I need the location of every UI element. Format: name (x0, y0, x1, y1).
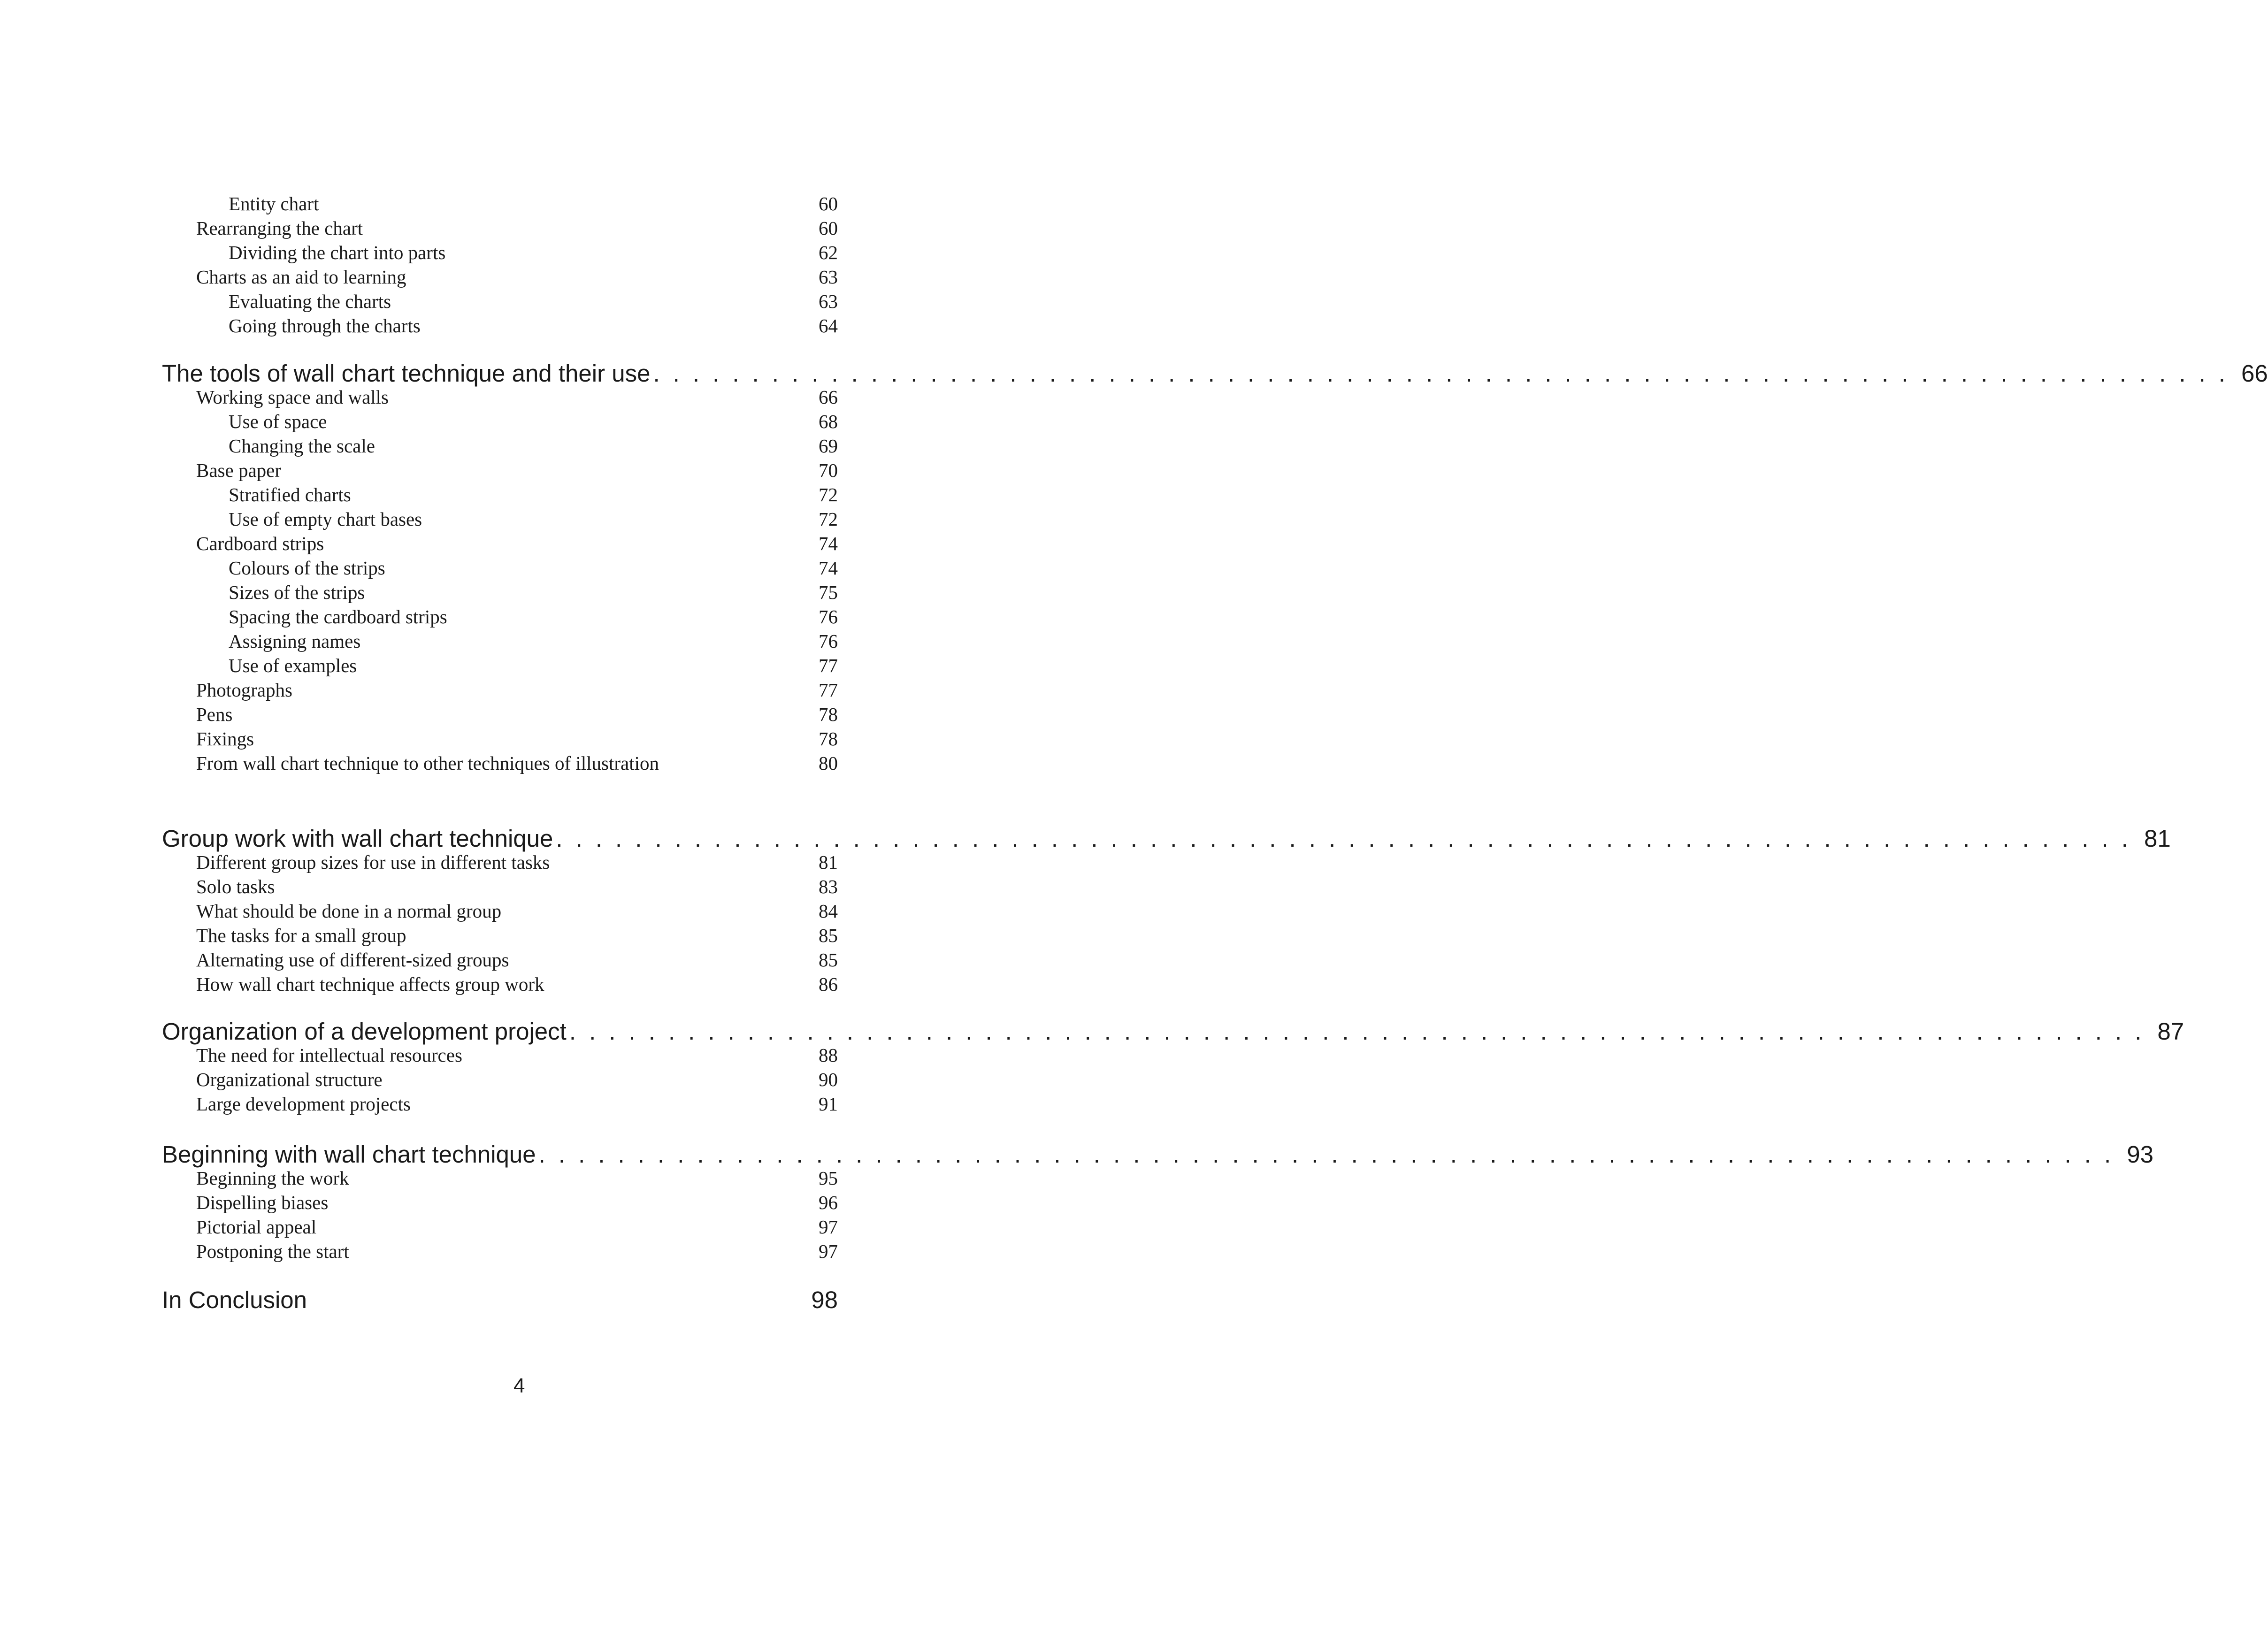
toc-label: Dividing the chart into parts (229, 242, 446, 263)
toc-entry (196, 924, 838, 947)
toc-label: Fixings (196, 728, 254, 750)
toc-label: The tools of wall chart technique and their use (162, 360, 651, 387)
toc-heading (162, 1141, 2153, 1168)
toc-entry (229, 654, 838, 677)
toc-entry (196, 532, 838, 555)
toc-entry (196, 1191, 838, 1214)
toc-page-number: 68 (819, 411, 838, 432)
toc-label: Organization of a development project (162, 1018, 567, 1045)
toc-page-number: 76 (819, 606, 838, 628)
toc-page-number: 62 (819, 242, 838, 263)
dot-leader: ................................................................................ (653, 360, 2239, 387)
toc-entry (196, 679, 838, 701)
toc-entry (196, 1093, 838, 1115)
toc-label: Dispelling biases (196, 1192, 329, 1213)
toc-label: Sizes of the strips (229, 582, 365, 603)
toc-page-number: 93 (2127, 1141, 2153, 1168)
toc-page-number: 74 (819, 557, 838, 579)
toc-label: Different group sizes for use in different tasks (196, 851, 550, 873)
toc-label: Use of examples (229, 655, 357, 676)
toc-entry (196, 1240, 838, 1263)
toc-label: Rearranging the chart (196, 217, 363, 239)
toc-label: Use of space (229, 411, 327, 432)
toc-page-number: 63 (819, 266, 838, 288)
toc-label: The tasks for a small group (196, 925, 406, 946)
toc-page-number: 78 (819, 728, 838, 750)
toc-page-number: 72 (819, 484, 838, 505)
dot-leader: ................................................................................ (569, 1018, 2155, 1045)
toc-entry (196, 703, 838, 726)
toc-label: How wall chart technique affects group work (196, 973, 544, 995)
toc-page-number: 87 (2157, 1018, 2184, 1045)
toc-entry (196, 752, 838, 774)
toc-page-number: 85 (819, 949, 838, 971)
toc-label: Stratified charts (229, 484, 351, 505)
toc-entry (229, 314, 838, 337)
toc-label: From wall chart technique to other techniques of illustration (196, 752, 659, 774)
toc-label: Entity chart (229, 193, 319, 214)
toc-entry (229, 483, 838, 506)
toc-entry (196, 266, 838, 288)
toc-label: Colours of the strips (229, 557, 385, 579)
toc-page-number: 76 (819, 630, 838, 652)
toc-label: What should be done in a normal group (196, 900, 502, 922)
toc-page-number: 77 (819, 679, 838, 701)
toc-heading (162, 1286, 838, 1314)
toc-page-number: 90 (819, 1069, 838, 1090)
toc-heading (162, 360, 2268, 387)
toc-label: Assigning names (229, 630, 361, 652)
toc-entry (196, 1044, 838, 1066)
toc-heading (162, 825, 2171, 852)
toc-label: Photographs (196, 679, 292, 701)
toc-page-number: 81 (2144, 825, 2171, 852)
toc-page-number: 83 (819, 876, 838, 897)
toc-heading (162, 1018, 2184, 1045)
toc-page-number: 78 (819, 704, 838, 725)
toc-page-number: 86 (819, 973, 838, 995)
toc-entry (229, 508, 838, 530)
toc-page-number: 72 (819, 508, 838, 530)
toc-label: Group work with wall chart technique (162, 825, 553, 852)
toc-page-number: 98 (811, 1286, 838, 1313)
toc-page-number: 96 (819, 1192, 838, 1213)
toc-entry (196, 459, 838, 482)
toc-page-number: 81 (819, 851, 838, 873)
dot-leader: ................................................................................ (556, 825, 2141, 852)
toc-entry (196, 875, 838, 898)
toc-page-number: 60 (819, 193, 838, 214)
toc-entry (229, 192, 838, 215)
toc-page-number: 63 (819, 291, 838, 312)
toc-entry (196, 386, 838, 408)
toc-label: The need for intellectual resources (196, 1044, 462, 1066)
toc-label: Going through the charts (229, 315, 421, 337)
toc-label: In Conclusion (162, 1286, 307, 1313)
toc-page-number: 70 (819, 459, 838, 481)
toc-label: Organizational structure (196, 1069, 383, 1090)
toc-entry (196, 949, 838, 971)
toc-label: Pictorial appeal (196, 1216, 317, 1238)
toc-label: Pens (196, 704, 233, 725)
toc-entry (196, 1216, 838, 1238)
toc-entry (196, 851, 838, 873)
toc-page-number: 75 (819, 582, 838, 603)
dot-leader: ................................................................................ (538, 1141, 2124, 1168)
toc-page-number: 97 (819, 1216, 838, 1238)
toc-label: Changing the scale (229, 435, 375, 457)
toc-page-number: 85 (819, 925, 838, 946)
toc-entry (196, 217, 838, 239)
toc-label: Postponing the start (196, 1240, 349, 1262)
toc-page-number: 66 (2241, 360, 2268, 387)
toc-label: Beginning the work (196, 1167, 349, 1189)
toc-page-number: 80 (819, 752, 838, 774)
toc-page-number: 66 (819, 386, 838, 408)
toc-label: Cardboard strips (196, 533, 324, 554)
toc-entry (196, 1068, 838, 1091)
toc-entry (229, 630, 838, 652)
toc-entry (196, 727, 838, 750)
toc-page-number: 64 (819, 315, 838, 337)
toc-label: Use of empty chart bases (229, 508, 422, 530)
toc-page-number: 91 (819, 1093, 838, 1115)
toc-entry (229, 410, 838, 433)
toc-entry (229, 290, 838, 313)
toc-label: Working space and walls (196, 386, 389, 408)
toc-label: Charts as an aid to learning (196, 266, 406, 288)
toc-page-number: 60 (819, 217, 838, 239)
toc-entry (229, 557, 838, 579)
toc-entry (229, 605, 838, 628)
toc-page-number: 69 (819, 435, 838, 457)
toc-page-number: 97 (819, 1240, 838, 1262)
toc-label: Solo tasks (196, 876, 275, 897)
toc-page-number: 77 (819, 655, 838, 676)
toc-entry (196, 1167, 838, 1189)
toc-page-number: 74 (819, 533, 838, 554)
toc-entry (196, 900, 838, 922)
toc-label: Large development projects (196, 1093, 411, 1115)
toc-label: Evaluating the charts (229, 291, 391, 312)
toc-entry (229, 581, 838, 604)
toc-label: Alternating use of different-sized groups (196, 949, 509, 971)
page-number: 4 (513, 1374, 525, 1397)
toc-label: Base paper (196, 459, 281, 481)
toc-label: Beginning with wall chart technique (162, 1141, 536, 1168)
toc-label: Spacing the cardboard strips (229, 606, 447, 628)
toc-entry (229, 241, 838, 264)
toc-entry (229, 435, 838, 457)
toc-page-number: 84 (819, 900, 838, 922)
toc-page-number: 88 (819, 1044, 838, 1066)
toc-page-number: 95 (819, 1167, 838, 1189)
toc-entry (196, 973, 838, 995)
